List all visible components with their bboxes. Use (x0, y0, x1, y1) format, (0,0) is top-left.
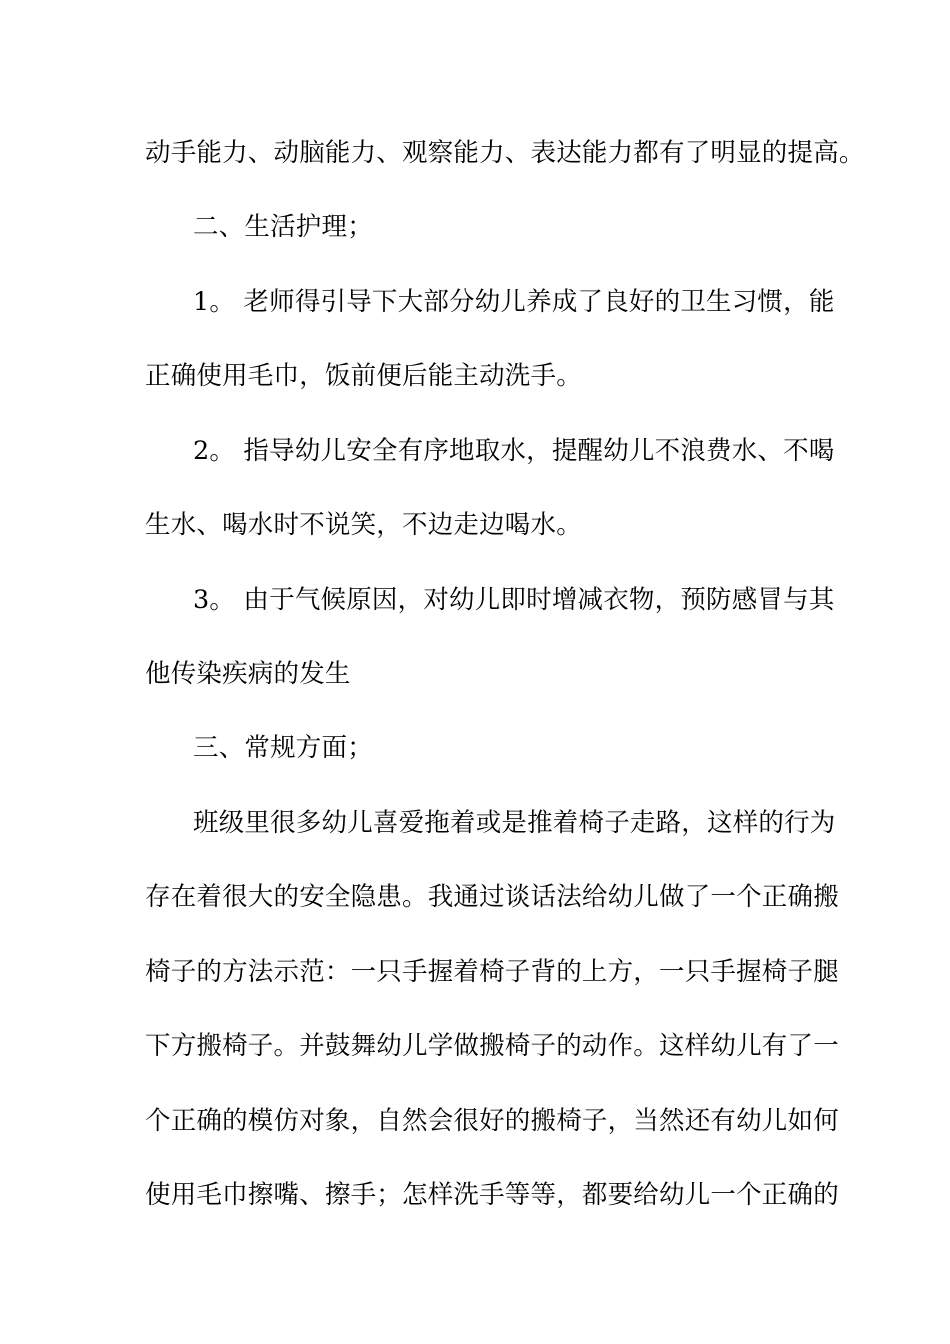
text-line-3: 1。 老师得引导下大部分幼儿养成了良好的卫生习惯，能 (193, 287, 835, 317)
text-line-7: 3。 由于气候原因，对幼儿即时增减衣物，预防感冒与其 (193, 585, 835, 615)
text-line-6: 生水、喝水时不说笑，不边走边喝水。 (145, 510, 582, 540)
text-line-10: 班级里很多幼儿喜爱拖着或是推着椅子走路，这样的行为 (193, 808, 836, 838)
section-heading-life-care: 二、生活护理； (193, 212, 373, 242)
text-line-12: 椅子的方法示范：一只手握着椅子背的上方，一只手握椅子腿 (145, 957, 839, 987)
text-line-4: 正确使用毛巾，饭前便后能主动洗手。 (145, 361, 582, 391)
text-line-5: 2。 指导幼儿安全有序地取水，提醒幼儿不浪费水、不喝 (193, 436, 835, 466)
text-line-15: 使用毛巾擦嘴、擦手；怎样洗手等等，都要给幼儿一个正确的 (145, 1180, 839, 1210)
text-line-11: 存在着很大的安全隐患。我通过谈话法给幼儿做了一个正确搬 (145, 882, 839, 912)
text-line-14: 个正确的模仿对象，自然会很好的搬椅子，当然还有幼儿如何 (145, 1106, 839, 1136)
text-line-1: 动手能力、动脑能力、观察能力、表达能力都有了明显的提高。 (145, 138, 865, 168)
text-line-8: 他传染疾病的发生 (145, 659, 351, 689)
text-line-13: 下方搬椅子。并鼓舞幼儿学做搬椅子的动作。这样幼儿有了一 (145, 1031, 839, 1061)
section-heading-routine: 三、常规方面； (193, 733, 373, 763)
